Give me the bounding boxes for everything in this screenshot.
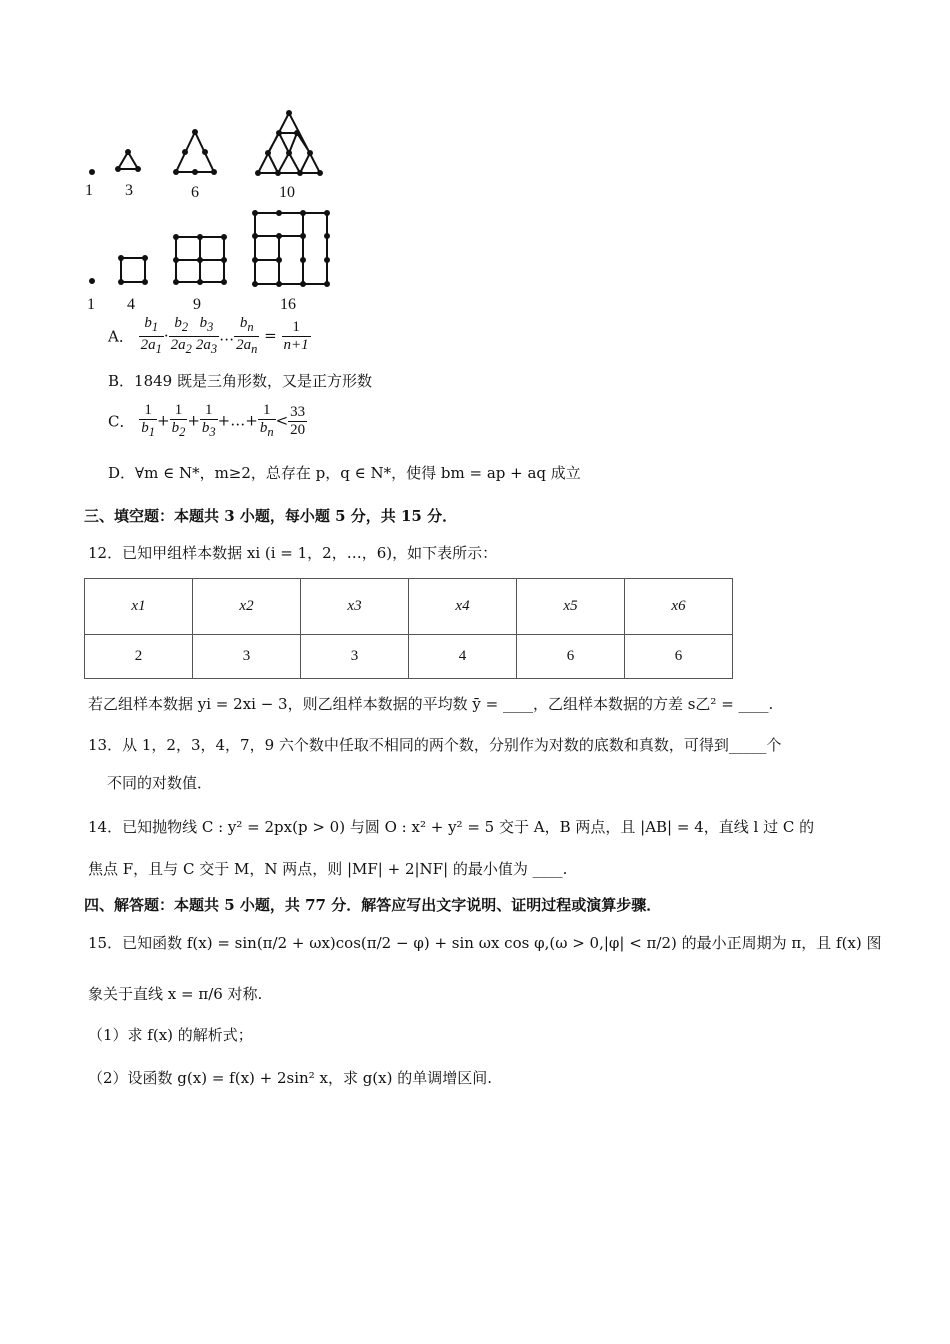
square-label-9: 9 <box>193 296 201 313</box>
table-cell: 4 <box>409 635 517 679</box>
triangle-label-10: 10 <box>279 184 295 201</box>
table-header-x3: x3 <box>301 579 409 635</box>
option-a-label: A． <box>108 327 134 346</box>
table-header-x1: x1 <box>85 579 193 635</box>
table-cell: 3 <box>301 635 409 679</box>
question-15-part-1: （1）求 f(x) 的解析式； <box>88 1026 253 1044</box>
sample-data-table <box>84 578 733 679</box>
question-15-line-2: 象关于直线 x = π/6 对称. <box>88 985 263 1003</box>
option-c: C． $\frac{1}{b_1}$ + $\frac{1}{b_2}$ + $\frac{1}{b_3}$ +…+ $\frac{1}{b_n}$ < $\frac{33}{20}$ <box>108 402 306 439</box>
square-label-1: 1 <box>87 296 95 313</box>
question-12-follow: 若乙组样本数据 yi = 2xi − 3，则乙组样本数据的平均数 ȳ = ____，乙组样本数据的方差 s乙² = ____. <box>88 695 774 713</box>
question-13-line-1: 13．从 1，2，3，4，7，9 六个数中任取不相同的两个数，分别作为对数的底数和真数，可得到_____个 <box>88 736 782 754</box>
option-d <box>108 463 581 483</box>
question-13-line-2: 不同的对数值． <box>107 774 213 792</box>
table-header-x6: x6 <box>625 579 733 635</box>
triangle-label-1: 1 <box>85 182 93 199</box>
table-cell: 3 <box>193 635 301 679</box>
table-cell: 6 <box>625 635 733 679</box>
table-header-x2: x2 <box>193 579 301 635</box>
option-c-label: C． <box>108 412 135 431</box>
section-3-title: 三、填空题：本题共 3 小题，每小题 5 分，共 15 分． <box>84 507 458 525</box>
option-b-label: B． <box>108 372 135 390</box>
option-d-text: ∀m ∈ N*，m≥2，总存在 p，q ∈ N*，使得 bm = ap + aq 成立 <box>135 464 581 482</box>
question-15-line-1: 15．已知函数 f(x) = sin(π/2 + ωx)cos(π/2 − φ) + sin ωx cos φ,(ω > 0,|φ| < π/2) 的最小正周期为 π，且 f(x) 图 <box>88 934 882 952</box>
option-d-label: D． <box>108 464 136 482</box>
option-b-text: 1849 既是三角形数，又是正方形数 <box>134 372 372 390</box>
square-label-16: 16 <box>280 296 296 313</box>
option-a: A． $\frac{b_1}{2a_1}$ · $\frac{b_2}{2a_2}$ $\frac{b_3}{2a_3}$ … $\frac{b_n}{2a_n}$ = $\frac{1}{n+1}$ <box>108 315 309 356</box>
square-label-4: 4 <box>127 296 135 313</box>
table-header-x5: x5 <box>517 579 625 635</box>
table-cell: 2 <box>85 635 193 679</box>
triangle-label-3: 3 <box>125 182 133 199</box>
figurate-numbers-figure <box>80 105 350 320</box>
section-4-title: 四、解答题：本题共 5 小题，共 77 分．解答应写出文字说明、证明过程或演算步骤． <box>84 896 662 914</box>
table-cell: 6 <box>517 635 625 679</box>
table-header-x4: x4 <box>409 579 517 635</box>
question-14-line-1: 14．已知抛物线 C : y² = 2px(p > 0) 与圆 O : x² + y² = 5 交于 A，B 两点，且 |AB| = 4，直线 l 过 C 的 <box>88 818 815 836</box>
question-15-part-2: （2）设函数 g(x) = f(x) + 2sin² x，求 g(x) 的单调增区间. <box>88 1069 493 1087</box>
question-14-line-2: 焦点 F，且与 C 交于 M，N 两点，则 |MF| + 2|NF| 的最小值为 ____. <box>88 860 568 878</box>
question-12-stem: 12．已知甲组样本数据 xi (i = 1，2，…，6)，如下表所示： <box>88 544 498 562</box>
option-b <box>108 371 372 391</box>
triangle-label-6: 6 <box>191 184 199 201</box>
